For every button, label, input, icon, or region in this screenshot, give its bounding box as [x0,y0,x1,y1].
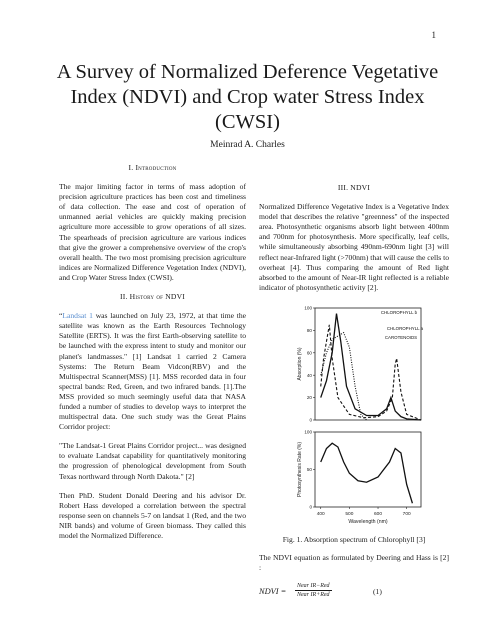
landsat-link[interactable]: Landsat 1 [62,311,93,321]
x-tick-label: 700 [402,511,411,517]
introduction-paragraph: The major limiting factor in terms of mass adoption of precision agriculture practices has been cost and timeliness of data collection. The ease and cost of operation of unmanned aerial vehicles are quickly making precision agriculture more accessible to grow operations of all sizes. The spearheads of precision agriculture are various indices that give the grower a comprehensive overview of the crop's overall health. The two most promising precision agriculture indices are Normalized Difference Vegetation Index (NDVI), and Crop Water Stress Index (CWSI). [59,182,246,282]
x-tick-label: 400 [316,511,325,517]
history-paragraph-text: was launched on July 23, 1972, at that time the satellite was known as the Earth Resources Technology Satellite (ERTS). It was the first Earth-observing satellite to be launched with the express intent to study and monitor our planet's landmasses." [1] Landsat 1 carried 2 Camera Systems: The Return Beam Vidcon(RBV) and the Multispectral Scanner(MSS) [1]. MSS recorded data in four spectral bands: Red, Green, and two infrared bands. [1].The MSS provided so much seemingly useful data that NASA funded a number of studies to develop ways to interpret the multispectral data. One such study was the Great Plains Corridor project: [59,311,246,432]
y-tick-label: 0 [309,504,312,510]
series-line [321,443,413,503]
paper-title: A Survey of Normalized Deference Vegetative Index (NDVI) and Crop water Stress Index (CWSI) [56,61,439,133]
author-name: Meinrad A. Charles [210,140,285,150]
y-axis-label: Photosynthesis Rate (%) [297,441,303,497]
equation-numerator: Near IR−Red [297,583,330,590]
chart-panel-frame [315,432,421,507]
chart-panel-frame [315,308,421,420]
left-column [59,163,246,550]
history-paragraph: “Landsat 1 was launched on July 23, 1972, at that time the satellite was known as the Earth Resources Technology Satellite (ERTS). It was the first Earth-observing satellite to be launched with the express intent to study and monitor our planet's landmasses." [1] Landsat 1 carried 2 Camera Systems: The Return Beam Vidcon(RBV) and the Multispectral Scanner(MSS) [1]. MSS recorded data in four spectral bands: Red, Green, and two infrared bands. [1].The MSS provided so much seemingly useful data that NASA funded a number of studies to develop ways to interpret the multispectral data. One such study was the Great Plains Corridor project: [59,311,246,432]
y-tick-label: 20 [306,395,312,401]
equation-number: (1) [373,587,382,597]
section-heading-ndvi: III. NDVI [337,183,371,192]
history-quote: "The Landsat-1 Great Plains Corridor project... was designed to evaluate Landsat capability for quantitatively monitoring the progression of phenological development from South Texas northward through North Dakota." [2] [59,441,246,481]
ndvi-paragraph: Normalized Difference Vegetative Index is a Vegetative Index model that describes the relative "greenness" of the inspected area. Photosynthetic organisms absorb light between 400nm and 700nm for photosynthesis. More specifically, leaf cells, while simultaneously absorbing 490nm-690nm light [3] will reflect near-Infrared light (>700nm) that will cause the cells to overheat [4]. Thus comparing the amount of Red light absorbed to the amount of Near-IR light reflected is a reliable indicator of photosynthetic activity [2]. [259,202,449,292]
y-tick-label: 80 [306,327,312,333]
series-label: CHLOROPHYLL a [386,325,424,331]
x-tick-label: 500 [345,511,354,517]
equation-fraction [295,582,332,599]
history-paragraph-2: Then PhD. Student Donald Deering and his advisor Dr. Robert Hass developed a correlation between the spectral response seen on channels 5-7 on landsat 1 (Red, and the two NIR bands) and volume of Green biomass. They called this model the Normalized Difference. [59,490,246,540]
y-tick-label: 60 [306,350,312,356]
ndvi-equation [259,582,449,604]
x-tick-label: 600 [374,511,383,517]
series-label: CHLOROPHYLL b [380,309,418,315]
absorption-chart [281,302,431,527]
page-number: 1 [431,30,436,40]
y-tick-label: 0 [309,417,312,423]
series-label: CAROTENOIDS [384,334,418,340]
y-axis-label: Absorption (%) [297,347,303,381]
y-tick-label: 100 [304,305,312,311]
equation-denominator: Near IR+Red [297,592,330,599]
y-tick-label: 50 [306,467,312,473]
y-tick-label: 100 [304,429,312,435]
right-column [259,183,449,604]
chlorophyll-figure [281,302,431,527]
y-tick-label: 40 [306,372,312,378]
equation-intro: The NDVI equation as formulated by Deering and Hass is [2] : [259,553,449,573]
section-heading-introduction: I. Introduction [128,163,177,172]
figure-caption: Fig. 1. Absorption spectrum of Chlorophyll [3] [282,534,426,544]
x-axis-label: Wavelength (nm) [348,518,388,525]
equation-lhs: NDVI = [259,587,287,597]
section-heading-history: II. History of NDVI [120,292,185,302]
